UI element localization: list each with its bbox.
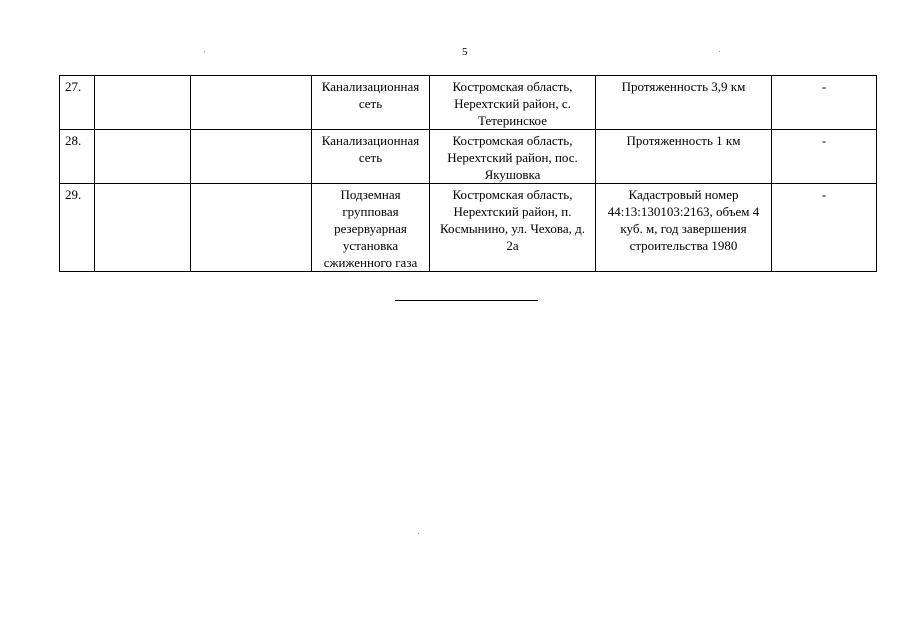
object-address: Костромская область, Нерехтский район, с. Тетеринское bbox=[430, 76, 596, 130]
object-characteristics: Протяженность 3,9 км bbox=[596, 76, 772, 130]
empty-cell bbox=[191, 130, 312, 184]
empty-cell bbox=[191, 184, 312, 272]
scan-speck bbox=[204, 51, 205, 52]
object-characteristics: Кадастровый номер 44:13:130103:2163, объем 4 куб. м, год завершения строительства 1980 bbox=[596, 184, 772, 272]
object-address: Костромская область, Нерехтский район, п. Космынино, ул. Чехова, д. 2а bbox=[430, 184, 596, 272]
dash-cell: - bbox=[772, 76, 877, 130]
closing-separator-line bbox=[395, 300, 538, 301]
object-name: Канализационная сеть bbox=[312, 130, 430, 184]
property-registry-table bbox=[59, 75, 877, 272]
object-name: Канализационная сеть bbox=[312, 76, 430, 130]
dash-cell: - bbox=[772, 184, 877, 272]
empty-cell bbox=[95, 184, 191, 272]
object-name: Подземная групповая резервуарная установка сжиженного газа bbox=[312, 184, 430, 272]
empty-cell bbox=[191, 76, 312, 130]
object-characteristics: Протяженность 1 км bbox=[596, 130, 772, 184]
dash-cell: - bbox=[772, 130, 877, 184]
table-row bbox=[60, 130, 877, 184]
table-row bbox=[60, 184, 877, 272]
page-number: 5 bbox=[462, 46, 468, 58]
table-row bbox=[60, 76, 877, 130]
scan-speck bbox=[719, 51, 720, 52]
row-number: 29. bbox=[60, 184, 95, 272]
object-address: Костромская область, Нерехтский район, пос. Якушовка bbox=[430, 130, 596, 184]
row-number: 27. bbox=[60, 76, 95, 130]
empty-cell bbox=[95, 130, 191, 184]
empty-cell bbox=[95, 76, 191, 130]
scan-speck bbox=[418, 533, 419, 534]
row-number: 28. bbox=[60, 130, 95, 184]
